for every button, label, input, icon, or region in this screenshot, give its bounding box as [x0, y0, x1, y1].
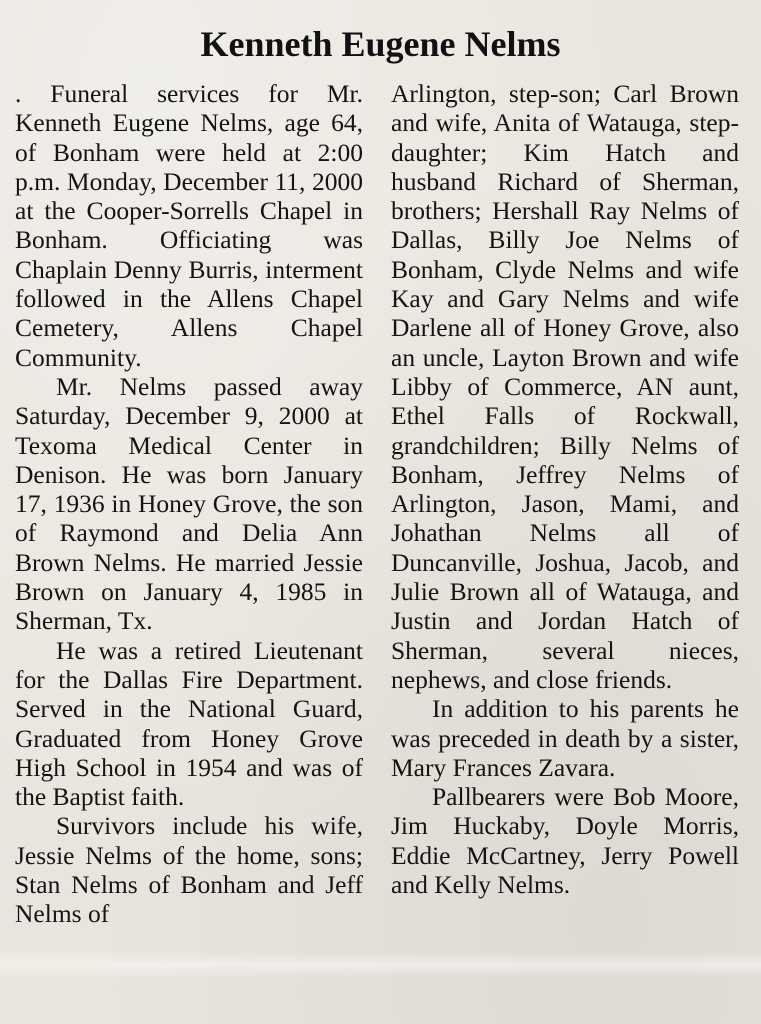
paragraph-biography: Mr. Nelms passed away Saturday, December 9, 2000 at Texoma Medical Center in Denison. He was born January 17, 1936 in Honey Grove, the son of Raymond and Delia Ann Brown Nelms. He married Jessie Brown on January 4, 1985 in Sherman, Tx. — [15, 371, 363, 636]
paragraph-survivors-continued: Arlington, step-son; Carl Brown and wife, Anita of Watauga, step-daughter; Kim Hatch and husband Richard of Sherman, brothers; Hershall Ray Nelms of Dallas, Billy Joe Nelms of Bonham, Clyde Nelms and wife Kay and Gary Nelms and wife Darlene all of Honey Grove, also an uncle, Layton Brown and wife Libby of Commerce, AN aunt, Ethel Falls of Rockwall, grandchildren; Billy Nelms of Bonham, Jeffrey Nelms of Arlington, Jason, Mami, and Johathan Nelms all of Duncanville, Joshua, Jacob, and Julie Brown all of Watauga, and Justin and Jordan Hatch of Sherman, several nieces, nephews, and close friends. — [391, 79, 739, 694]
paragraph-funeral-services: . Funeral services for Mr. Kenneth Eugene Nelms, age 64, of Bonham were held at 2:00 p.m. Monday, December 11, 2000 at the Cooper-Sorrells Chapel in Bonham. Officiating was Chaplain Denny Burris, interment followed in the Allens Chapel Cemetery, Allens Chapel Community. — [15, 79, 363, 372]
paragraph-survivors-start: Survivors include his wife, Jessie Nelms of the home, sons; Stan Nelms of Bonham and Jeff Nelms of — [15, 811, 363, 929]
paragraph-preceded-in-death: In addition to his parents he was preceded in death by a sister, Mary Frances Zavara. — [391, 694, 739, 782]
right-column — [391, 79, 739, 899]
obituary-title: Kenneth Eugene Nelms — [200, 24, 561, 64]
paragraph-career: He was a retired Lieutenant for the Dallas Fire Department. Served in the National Guard, Graduated from Honey Grove High School in 1954 and was of the Baptist faith. — [15, 635, 363, 812]
paragraph-pallbearers: Pallbearers were Bob Moore, Jim Huckaby, Doyle Morris, Eddie McCartney, Jerry Powell and Kelly Nelms. — [391, 782, 739, 900]
left-column — [15, 79, 363, 929]
paper-fold-crease — [0, 952, 761, 978]
